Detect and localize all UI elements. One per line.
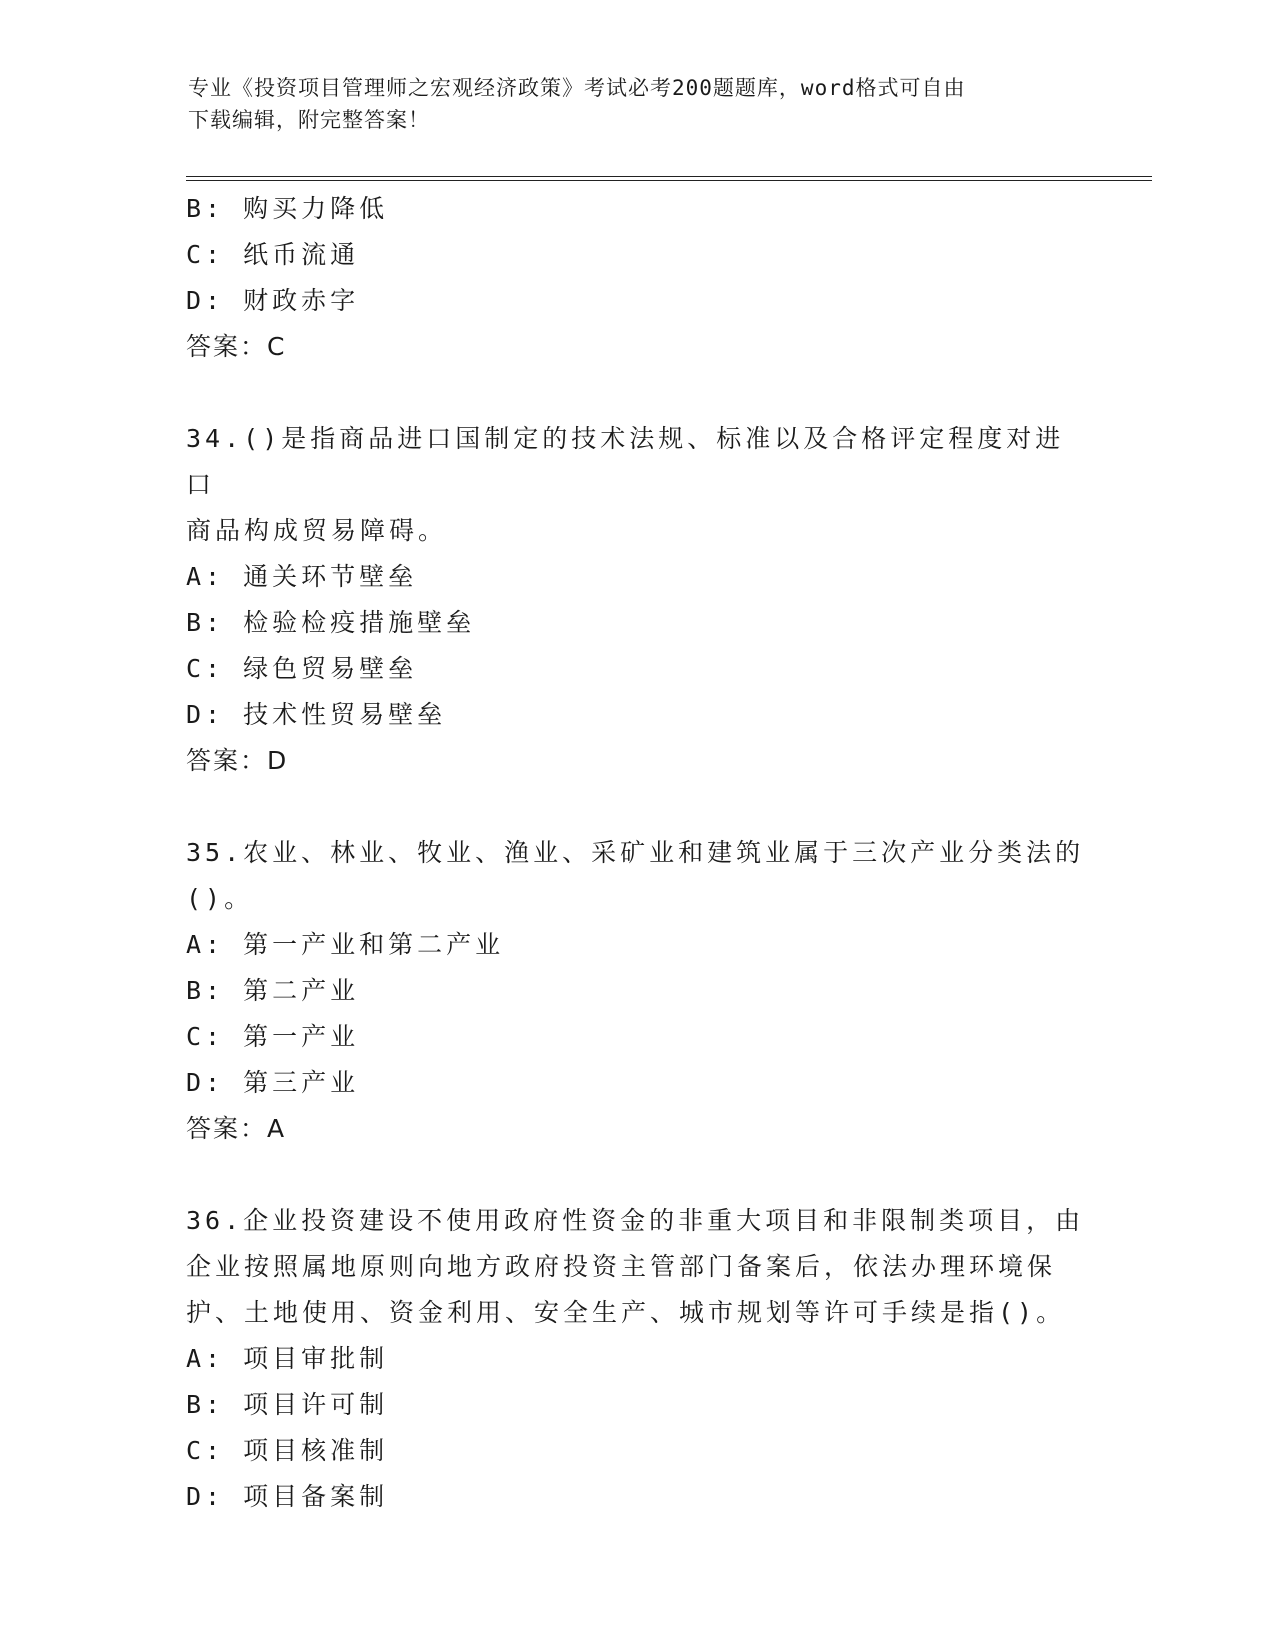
option-c: C: 绿色贸易壁垒 (186, 654, 418, 683)
answer-line: 答案：A (186, 1114, 287, 1143)
option-d: D: 项目备案制 (186, 1482, 389, 1511)
header-divider (186, 176, 1152, 181)
option-c: C: 项目核准制 (186, 1436, 389, 1465)
option-c: C: 第一产业 (186, 1022, 360, 1051)
spacer (186, 784, 1086, 830)
question-list (186, 186, 1086, 1520)
document-header (188, 72, 1088, 136)
option-c: C: 纸币流通 (186, 240, 360, 269)
answer-line: 答案：D (186, 746, 289, 775)
spacer (186, 370, 1086, 416)
question-text-line: ()。 (186, 884, 254, 913)
question-text-line: 35.农业、林业、牧业、渔业、采矿业和建筑业属于三次产业分类法的 (186, 838, 1085, 867)
option-b: B: 项目许可制 (186, 1390, 389, 1419)
option-d: D: 第三产业 (186, 1068, 360, 1097)
option-b: B: 第二产业 (186, 976, 360, 1005)
header-line-1: 专业《投资项目管理师之宏观经济政策》考试必考200题题库，word格式可自由 (188, 76, 966, 100)
spacer (186, 1152, 1086, 1198)
header-line-2: 下载编辑，附完整答案！ (188, 108, 430, 132)
option-b: B: 检验检疫措施壁垒 (186, 608, 476, 637)
question-35 (186, 830, 1086, 1152)
answer-line: 答案：C (186, 332, 287, 361)
question-36 (186, 1198, 1086, 1520)
question-34 (186, 416, 1086, 784)
option-d: D: 技术性贸易壁垒 (186, 700, 447, 729)
option-b: B: 购买力降低 (186, 194, 389, 223)
question-text-line: 商品构成贸易障碍。 (186, 516, 448, 545)
question-text-line: 36.企业投资建设不使用政府性资金的非重大项目和非限制类项目，由 (186, 1206, 1085, 1235)
option-d: D: 财政赤字 (186, 286, 360, 315)
question-text-line: 护、土地使用、资金利用、安全生产、城市规划等许可手续是指()。 (186, 1298, 1066, 1327)
option-a: A: 通关环节壁垒 (186, 562, 418, 591)
question-text-line: 34.()是指商品进口国制定的技术法规、标准以及合格评定程度对进口 (186, 424, 1065, 499)
question-33-tail (186, 186, 1086, 370)
question-text-line: 企业按照属地原则向地方政府投资主管部门备案后，依法办理环境保 (186, 1252, 1057, 1281)
option-a: A: 项目审批制 (186, 1344, 389, 1373)
option-a: A: 第一产业和第二产业 (186, 930, 505, 959)
